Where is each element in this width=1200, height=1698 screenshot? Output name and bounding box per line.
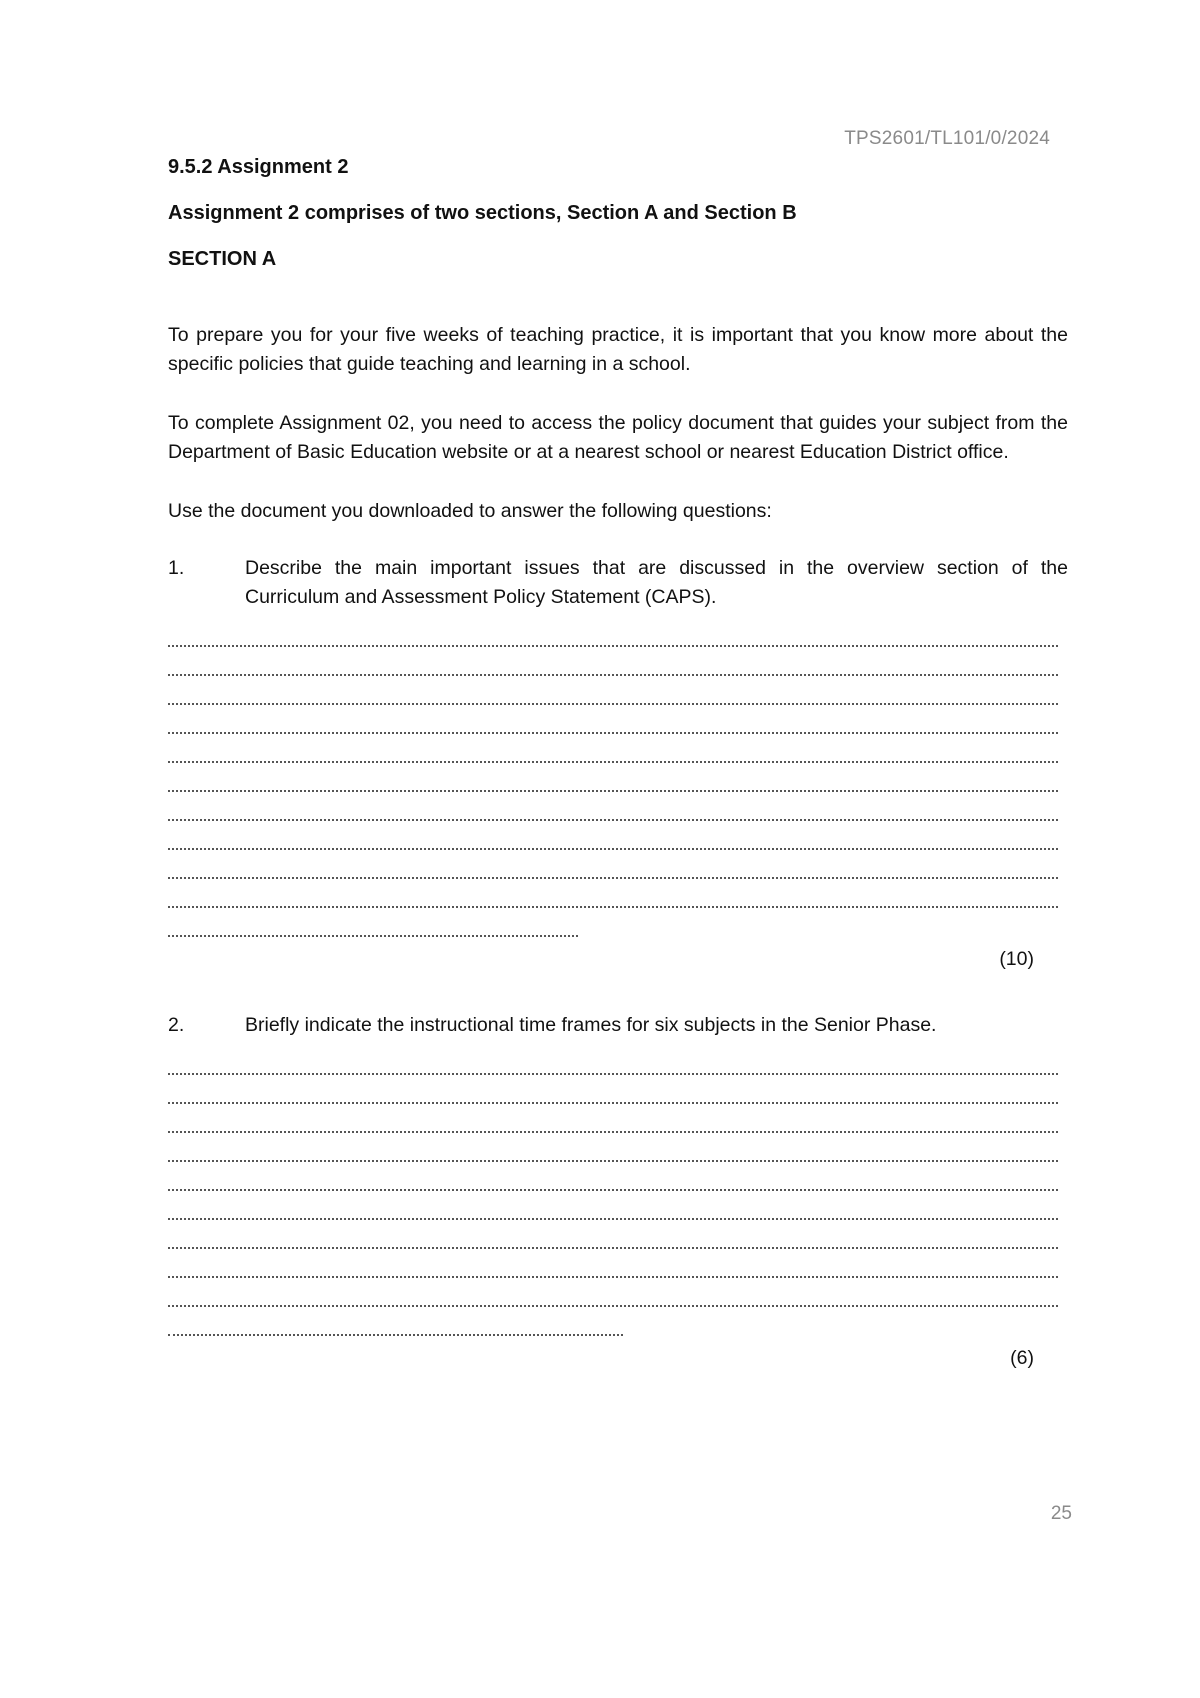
answer-line[interactable]	[168, 705, 1058, 734]
answer-line[interactable]	[168, 734, 1058, 763]
answer-line[interactable]	[168, 850, 1058, 879]
question-number: 1.	[168, 557, 185, 579]
answer-line[interactable]	[168, 676, 1058, 705]
answer-line[interactable]	[168, 879, 1058, 908]
question-1	[168, 554, 1068, 973]
answer-area-2[interactable]	[168, 1046, 1068, 1336]
question-2	[168, 1011, 1068, 1372]
answer-line[interactable]	[168, 1104, 1058, 1133]
answer-line[interactable]	[168, 647, 1058, 676]
answer-line[interactable]	[168, 792, 1058, 821]
answer-line[interactable]	[168, 1220, 1058, 1249]
sections-heading: Assignment 2 comprises of two sections, Section A and Section B	[168, 202, 797, 224]
answer-line[interactable]	[168, 1191, 1058, 1220]
question-number: 2.	[168, 1014, 185, 1036]
answer-line[interactable]	[168, 1307, 623, 1336]
intro-paragraph: To prepare you for your five weeks of teaching practice, it is important that you know more about the specific policies that guide teaching and learning in a school.	[168, 324, 1068, 375]
page-content	[168, 153, 1068, 1372]
access-paragraph: To complete Assignment 02, you need to access the policy document that guides your subject from the Department of Basic Education website or at a nearest school or nearest Education District office.	[168, 412, 1068, 463]
page-number: 25	[1050, 1503, 1072, 1524]
answer-line[interactable]	[168, 763, 1058, 792]
answer-line[interactable]	[168, 618, 1058, 647]
question-marks: (10)	[999, 948, 1034, 970]
question-text: Describe the main important issues that are discussed in the overview section of the Curriculum and Assessment Policy Statement (CAPS).	[245, 557, 1068, 608]
answer-line[interactable]	[168, 1075, 1058, 1104]
answer-line[interactable]	[168, 1278, 1058, 1307]
answer-line[interactable]	[168, 821, 1058, 850]
answer-line[interactable]	[168, 1249, 1058, 1278]
question-marks: (6)	[1010, 1347, 1034, 1369]
answer-line[interactable]	[168, 1133, 1058, 1162]
answer-line[interactable]	[168, 1162, 1058, 1191]
assignment-heading: 9.5.2 Assignment 2	[168, 156, 349, 178]
section-a-heading: SECTION A	[168, 248, 277, 270]
question-text: Briefly indicate the instructional time frames for six subjects in the Senior Phase.	[245, 1014, 937, 1036]
document-code: TPS2601/TL101/0/2024	[844, 128, 1050, 149]
answer-area-1[interactable]	[168, 618, 1068, 937]
answer-line[interactable]	[168, 908, 578, 937]
answer-line[interactable]	[168, 1046, 1058, 1075]
instruction-paragraph: Use the document you downloaded to answer the following questions:	[168, 500, 772, 522]
